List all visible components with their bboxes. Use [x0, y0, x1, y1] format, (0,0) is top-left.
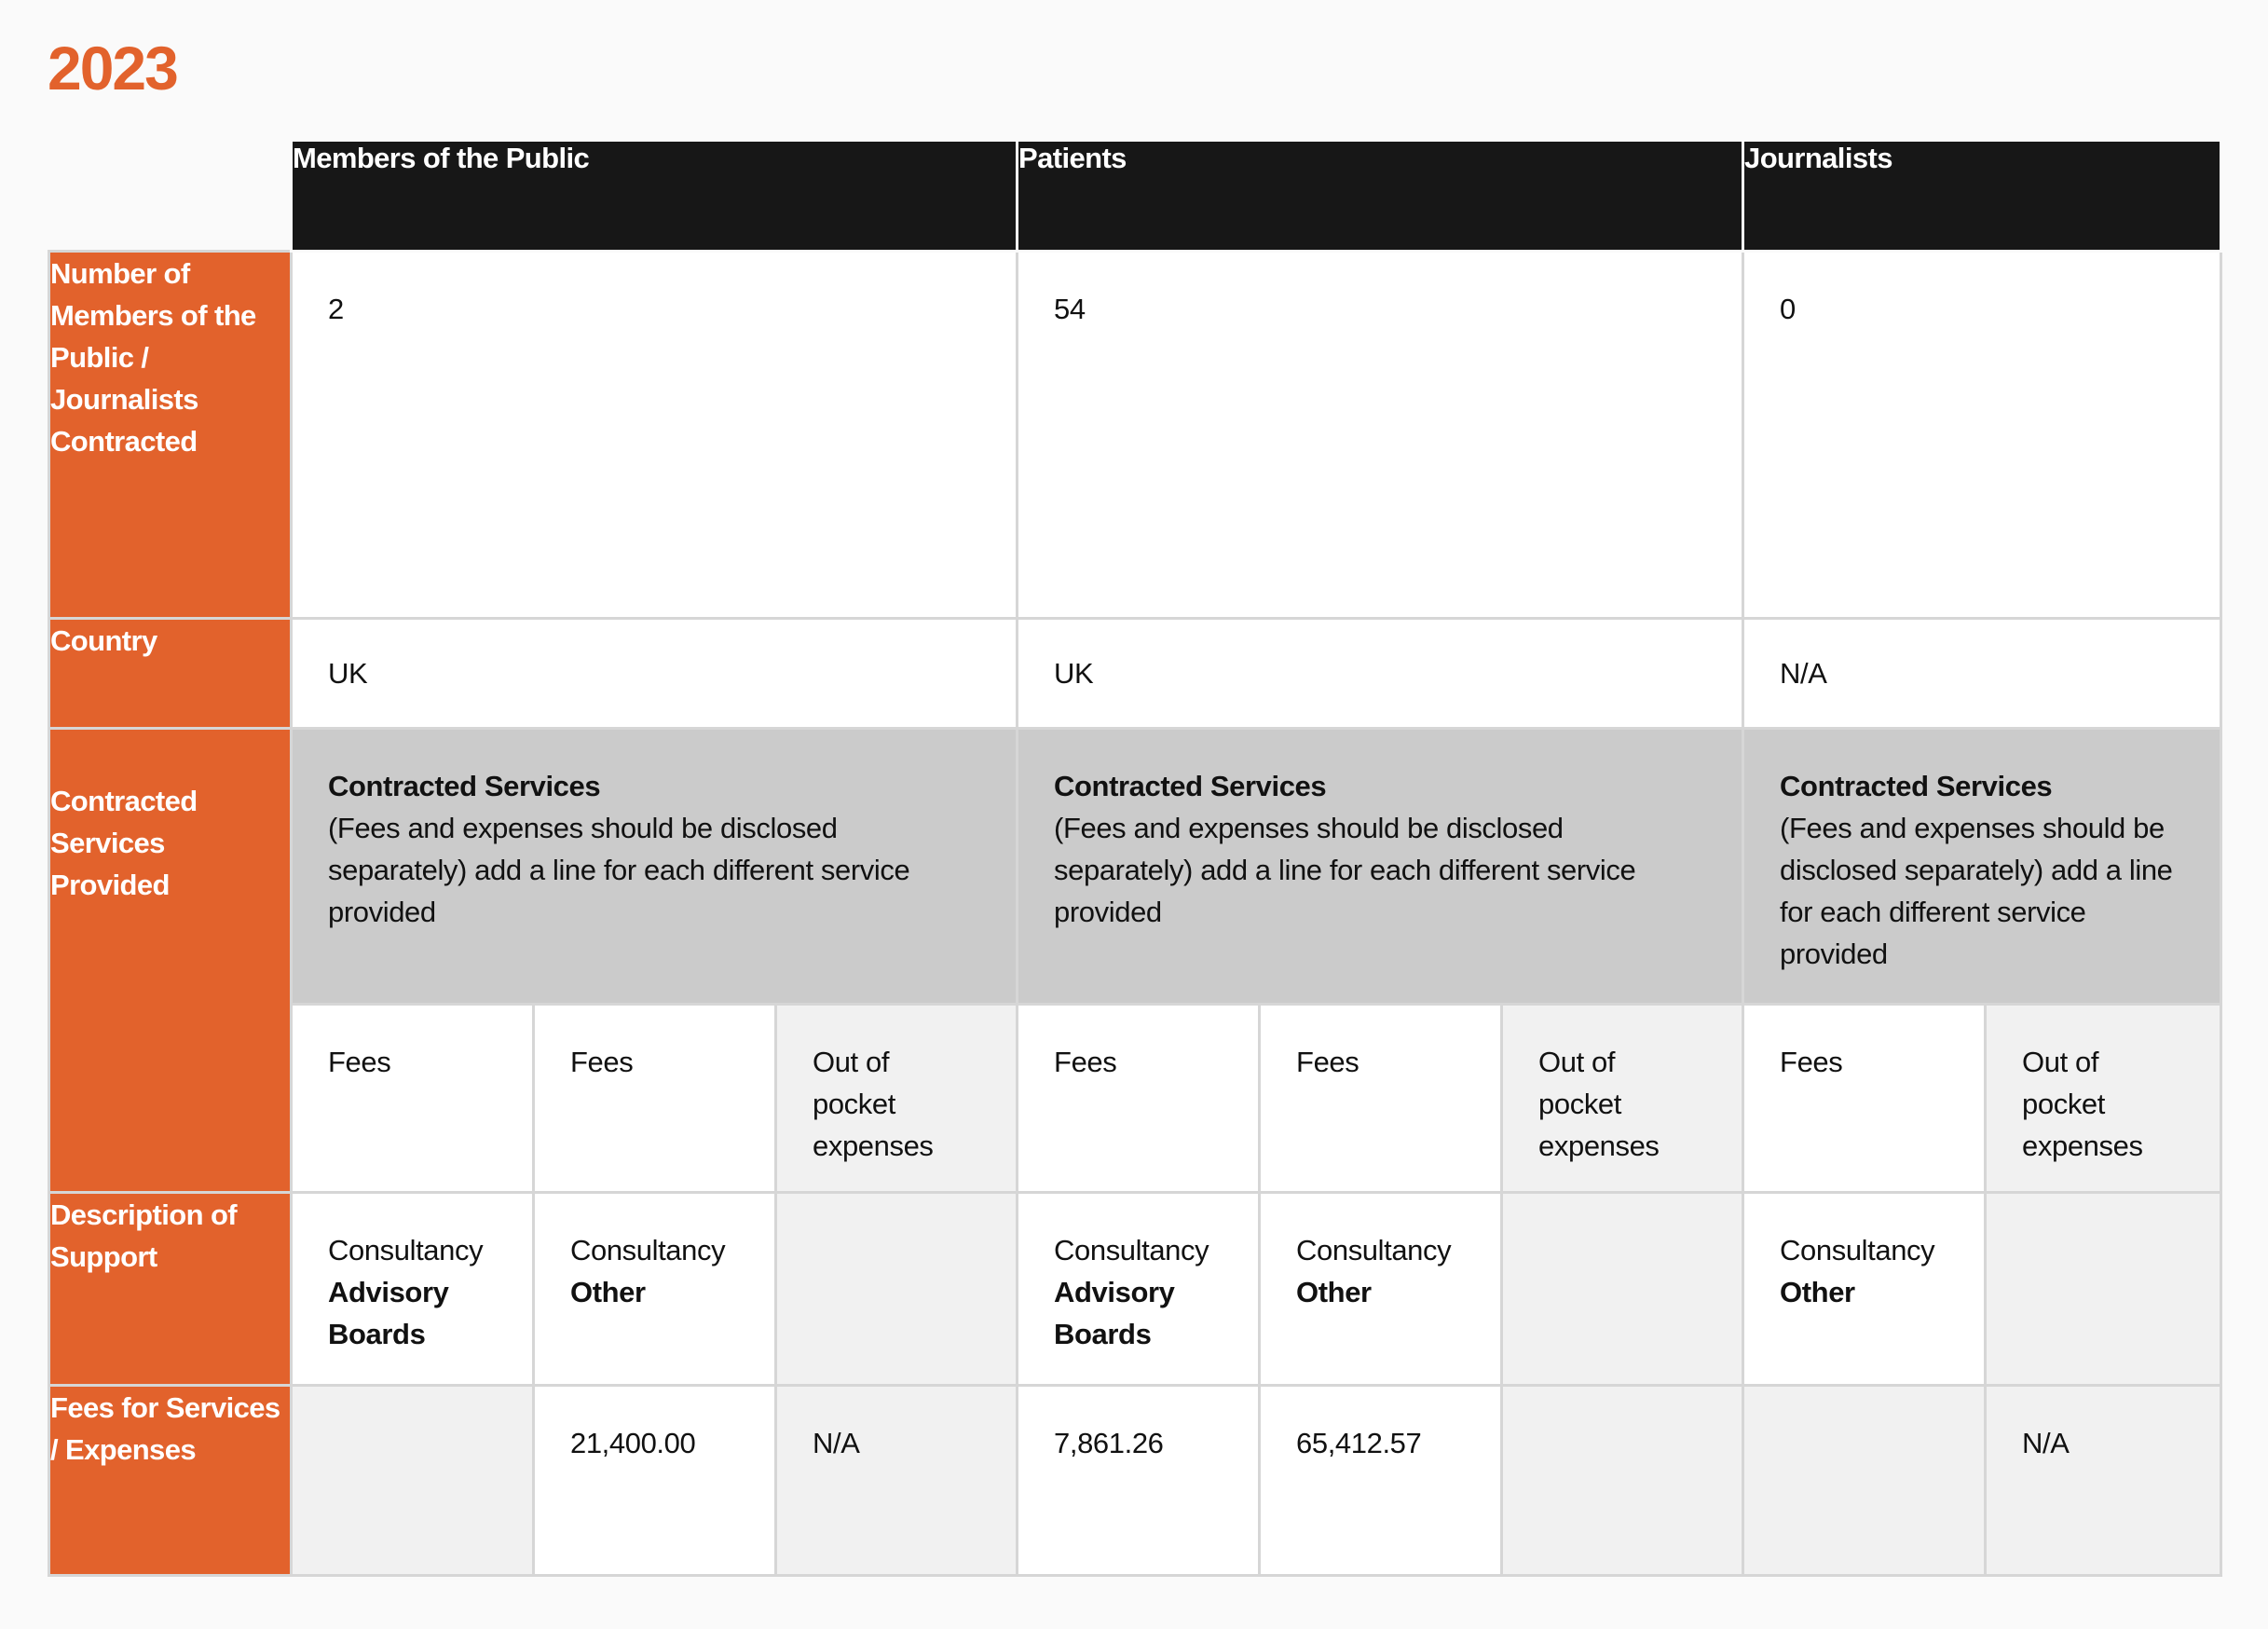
- fees-public-1-cell: [292, 1385, 534, 1575]
- subhead-journalists-1-cell: [1743, 1004, 1986, 1192]
- fees-row: [49, 1385, 2221, 1575]
- number-journalists: 0: [1780, 292, 1796, 325]
- header-row: [49, 142, 2221, 251]
- country-row: [49, 618, 2221, 728]
- services-patients-title: Contracted Services: [1054, 769, 1327, 802]
- subhead-public-3: Out of pocket expenses: [813, 1045, 934, 1162]
- fees-journalists-1: [1744, 1387, 1984, 1422]
- subhead-patients-1: Fees: [1054, 1045, 1117, 1078]
- desc-patients-2-line2: Other: [1296, 1275, 1372, 1308]
- desc-public-1-cell: [292, 1192, 534, 1385]
- desc-public-2-line1: Consultancy: [570, 1233, 726, 1266]
- fees-public-2-cell: [534, 1385, 776, 1575]
- column-header-patients: Patients: [1018, 142, 1743, 251]
- table-corner: [49, 142, 292, 251]
- desc-patients-2-line1: Consultancy: [1296, 1233, 1452, 1266]
- desc-patients-2-cell: [1260, 1192, 1502, 1385]
- fees-patients-2-cell: [1260, 1385, 1502, 1575]
- subhead-public-2-cell: [534, 1004, 776, 1192]
- services-patients-cell: [1018, 728, 1743, 1004]
- number-patients: 54: [1054, 292, 1086, 325]
- page-year-title: 2023: [48, 34, 177, 103]
- subhead-public-1-cell: [292, 1004, 534, 1192]
- number-public: 2: [328, 292, 344, 325]
- desc-patients-1-line2: Advisory Boards: [1054, 1275, 1175, 1350]
- desc-patients-1-cell: [1018, 1192, 1260, 1385]
- subhead-patients-3: Out of pocket expenses: [1538, 1045, 1660, 1162]
- fees-public-1: [293, 1387, 532, 1422]
- services-patients-text: (Fees and expenses should be disclosed separately) add a line for each different service provided: [1054, 811, 1636, 928]
- fees-patients-3-cell: [1502, 1385, 1743, 1575]
- subhead-public-2: Fees: [570, 1045, 634, 1078]
- subhead-patients-2-cell: [1260, 1004, 1502, 1192]
- country-journalists: N/A: [1780, 656, 1827, 690]
- country-public-cell: [292, 618, 1018, 728]
- fees-patients-1-cell: [1018, 1385, 1260, 1575]
- desc-patients-3-cell: [1502, 1192, 1743, 1385]
- number-row: [49, 251, 2221, 618]
- fees-public-2: 21,400.00: [570, 1426, 696, 1459]
- services-journalists-title: Contracted Services: [1780, 769, 2053, 802]
- subhead-journalists-2: Out of pocket expenses: [2022, 1045, 2143, 1162]
- desc-public-2-line2: Other: [570, 1275, 646, 1308]
- country-patients: UK: [1054, 656, 1094, 690]
- fees-patients-1: 7,861.26: [1054, 1426, 1164, 1459]
- disclosure-table: [48, 142, 2222, 1577]
- country-public: UK: [328, 656, 368, 690]
- desc-journalists-1-line1: Consultancy: [1780, 1233, 1935, 1266]
- column-header-journalists: Journalists: [1743, 142, 2221, 251]
- services-public-cell: [292, 728, 1018, 1004]
- fees-patients-2: 65,412.57: [1296, 1426, 1422, 1459]
- fees-public-3-cell: [776, 1385, 1018, 1575]
- subheader-row: [49, 1004, 2221, 1192]
- services-journalists-cell: [1743, 728, 2221, 1004]
- subhead-patients-1-cell: [1018, 1004, 1260, 1192]
- fees-journalists-2-cell: [1986, 1385, 2221, 1575]
- subhead-public-3-cell: [776, 1004, 1018, 1192]
- services-journalists-text: (Fees and expenses should be disclosed separately) add a line for each different service provided: [1780, 811, 2173, 970]
- fees-patients-3: [1503, 1387, 1742, 1422]
- desc-public-1-line1: Consultancy: [328, 1233, 484, 1266]
- row-header-description: Description of Support: [49, 1192, 292, 1385]
- subhead-patients-3-cell: [1502, 1004, 1743, 1192]
- row-header-country: Country: [49, 618, 292, 728]
- row-header-number: Number of Members of the Public / Journalists Contracted: [49, 251, 292, 618]
- subhead-journalists-1: Fees: [1780, 1045, 1843, 1078]
- country-patients-cell: [1018, 618, 1743, 728]
- subhead-journalists-2-cell: [1986, 1004, 2221, 1192]
- number-public-cell: [292, 251, 1018, 618]
- desc-journalists-2-cell: [1986, 1192, 2221, 1385]
- number-patients-cell: [1018, 251, 1743, 618]
- column-header-public: Members of the Public: [292, 142, 1018, 251]
- services-public-text: (Fees and expenses should be disclosed separately) add a line for each different service provided: [328, 811, 910, 928]
- desc-public-1-line2: Advisory Boards: [328, 1275, 449, 1350]
- subhead-patients-2: Fees: [1296, 1045, 1359, 1078]
- number-journalists-cell: [1743, 251, 2221, 618]
- fees-journalists-2: N/A: [2022, 1426, 2070, 1459]
- country-journalists-cell: [1743, 618, 2221, 728]
- subhead-public-1: Fees: [328, 1045, 391, 1078]
- fees-journalists-1-cell: [1743, 1385, 1986, 1575]
- services-row: [49, 728, 2221, 1004]
- desc-journalists-1-cell: [1743, 1192, 1986, 1385]
- desc-patients-1-line1: Consultancy: [1054, 1233, 1209, 1266]
- row-header-fees: Fees for Services / Expenses: [49, 1385, 292, 1575]
- desc-public-2-cell: [534, 1192, 776, 1385]
- services-public-title: Contracted Services: [328, 769, 601, 802]
- desc-journalists-1-line2: Other: [1780, 1275, 1855, 1308]
- description-row: [49, 1192, 2221, 1385]
- row-header-services: Contracted Services Provided: [49, 728, 292, 1192]
- fees-public-3: N/A: [813, 1426, 860, 1459]
- desc-public-3-cell: [776, 1192, 1018, 1385]
